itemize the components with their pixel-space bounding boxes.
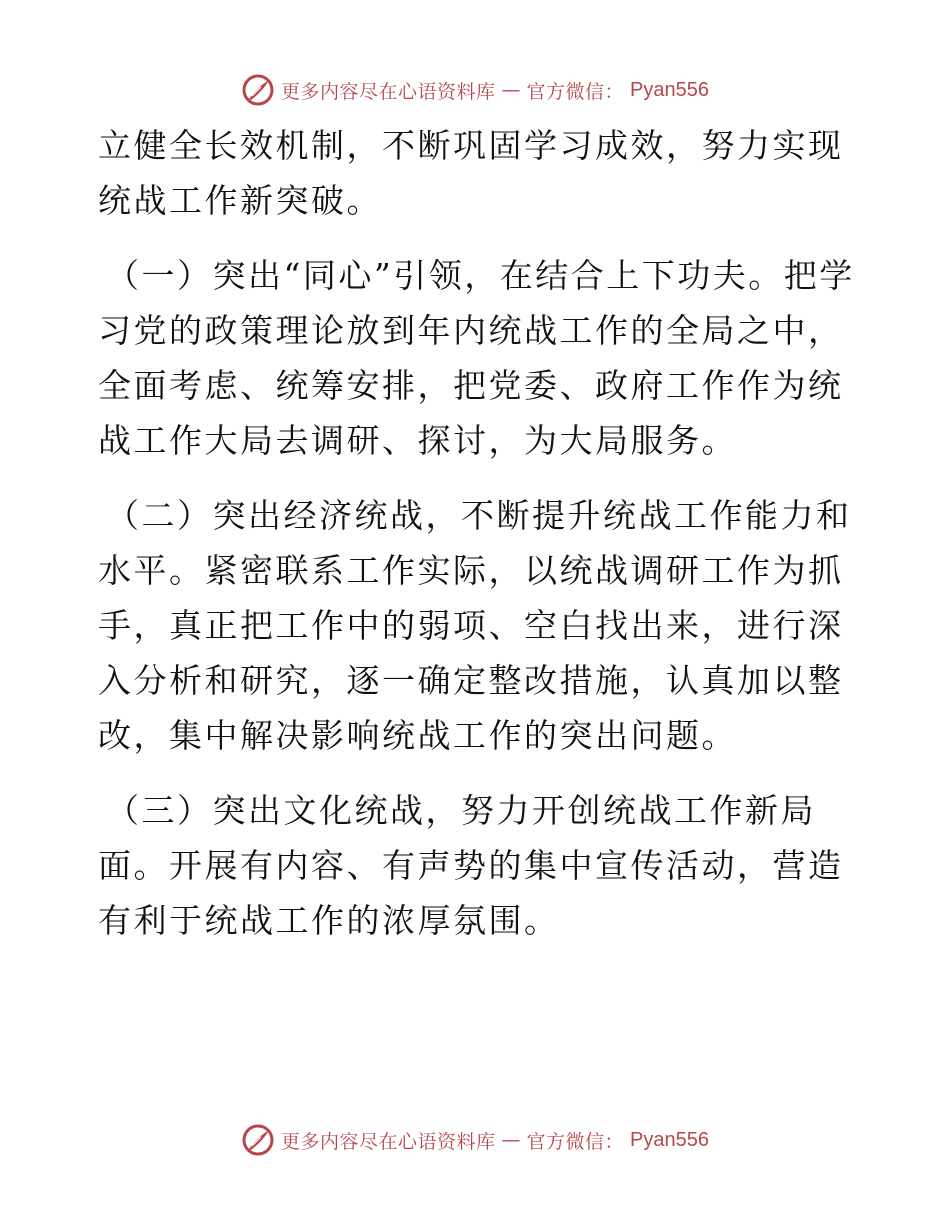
header-separator: —: [501, 79, 521, 101]
footer-wechat-label: 官方微信：: [526, 1130, 625, 1153]
paragraph-section-1: （一）突出“同心”引领，在结合上下功夫。把学习党的政策理论放到年内统战工作的全局之中，全面考虑、统筹安排，把党委、政府工作作为统战工作大局去调研、探讨，为大局服务。: [98, 256, 855, 460]
paragraph-section-2: （二）突出经济统战，不断提升统战工作能力和水平。紧密联系工作实际，以统战调研工作为抓手，真正把工作中的弱项、空白找出来，进行深入分析和研究，逐一确定整改措施，认真加以整改，集中解决影响统战工作的突出问题。: [98, 496, 852, 755]
footer-wechat-id: Pyan556: [630, 1128, 709, 1151]
header-site-text: 更多内容尽在心语资料库: [281, 80, 496, 103]
header-banner: [0, 70, 950, 110]
document-body: [98, 118, 858, 948]
paragraph-section-3: （三）突出文化统战，努力开创统战工作新局面。开展有内容、有声势的集中宣传活动，营造有利于统战工作的浓厚氛围。: [98, 791, 844, 940]
header-wechat-label: 官方微信：: [526, 80, 625, 103]
paragraph-intro: 立健全长效机制，不断巩固学习成效，努力实现统战工作新突破。: [98, 126, 844, 220]
footer-banner: [0, 1120, 950, 1160]
footer-separator: —: [501, 1129, 521, 1151]
feather-pen-icon: [241, 1123, 275, 1157]
footer-site-text: 更多内容尽在心语资料库: [281, 1130, 496, 1153]
feather-pen-icon: [241, 73, 275, 107]
header-wechat-id: Pyan556: [630, 78, 709, 101]
